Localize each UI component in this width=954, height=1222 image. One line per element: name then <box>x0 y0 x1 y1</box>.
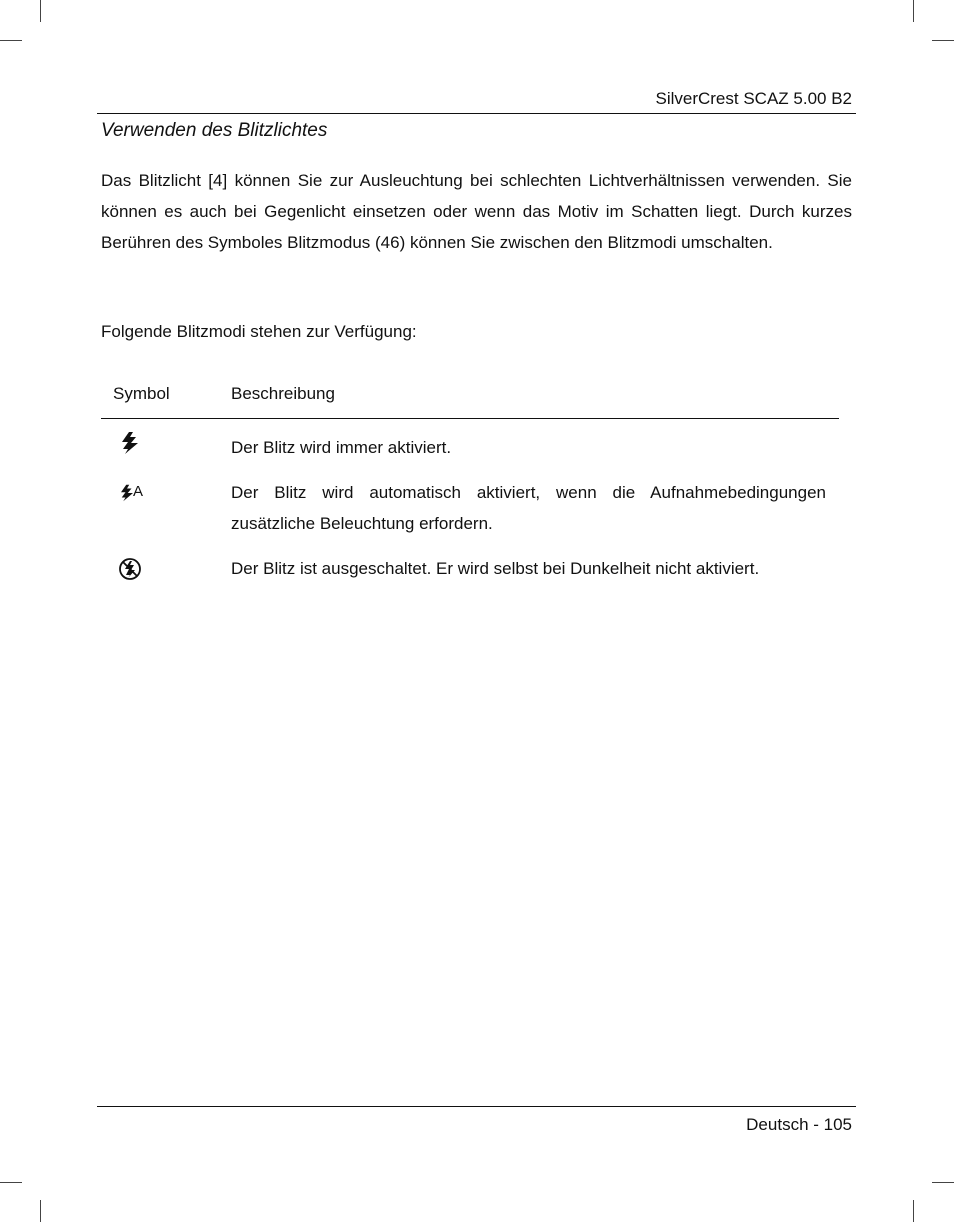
crop-mark <box>913 1200 914 1222</box>
table-header-description: Beschreibung <box>231 384 335 403</box>
flash-off-icon <box>118 557 142 586</box>
table-header-rule <box>101 418 839 419</box>
row-description: Der Blitz ist ausgeschaltet. Er wird selbst bei Dunkelheit nicht aktiviert. <box>231 559 760 578</box>
section-title: Verwenden des Blitzlichtes <box>101 120 328 141</box>
flash-auto-letter: A <box>133 483 144 500</box>
header-product-name: SilverCrest SCAZ 5.00 B2 <box>655 89 852 108</box>
crop-mark <box>0 1182 22 1183</box>
lead-paragraph: Folgende Blitzmodi stehen zur Verfügung: <box>101 322 417 341</box>
crop-mark <box>0 40 22 41</box>
intro-paragraph: Das Blitzlicht [4] können Sie zur Ausleuchtung bei schlechten Lichtverhältnissen verwenden. Sie können es auch bei Gegenlicht einsetzen oder wenn das Motiv im Schatten liegt. Durch kurzes Berühren des Symboles Blitzmodus (46) können Sie zwischen den Blitzmodi umschalten. <box>101 171 852 252</box>
flash-auto-icon <box>118 481 150 505</box>
crop-mark <box>40 1200 41 1222</box>
row-description: Der Blitz wird immer aktiviert. <box>231 438 452 457</box>
crop-mark <box>40 0 41 22</box>
crop-mark <box>932 40 954 41</box>
footer-page-label: Deutsch - 105 <box>746 1115 852 1134</box>
crop-mark <box>913 0 914 22</box>
crop-mark <box>932 1182 954 1183</box>
footer-rule <box>97 1106 856 1107</box>
row-description: Der Blitz wird automatisch aktiviert, wenn die Aufnahmebedingungen zusätzliche Beleuchtung erfordern. <box>231 483 826 533</box>
flash-on-icon <box>118 431 142 460</box>
header-rule <box>97 113 856 114</box>
table-header-symbol: Symbol <box>113 384 170 403</box>
